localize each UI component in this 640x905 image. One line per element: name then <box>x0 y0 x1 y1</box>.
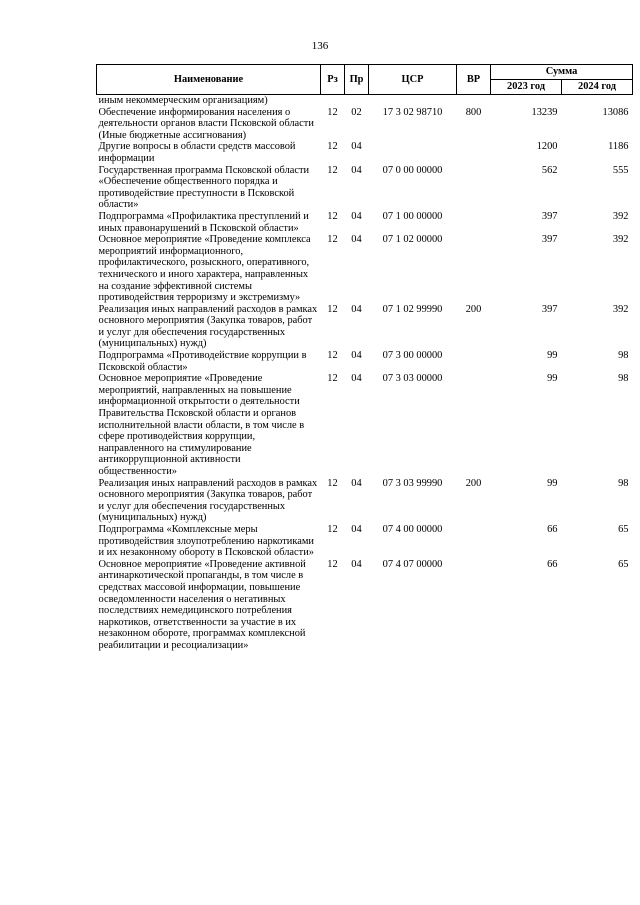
cell-2023: 66 <box>547 558 558 570</box>
cell-2023: 66 <box>547 523 558 535</box>
cell-csr: 07 1 02 00000 <box>382 234 443 246</box>
header-rz: Рз <box>321 65 345 95</box>
cell-rz: 12 <box>327 373 338 385</box>
header-2023: 2023 год <box>491 80 562 95</box>
cell-name: Государственная программа Псковской области «Обеспечение общественного порядка и противодействие преступности в Псковской области» <box>98 164 310 211</box>
cell-name: Реализация иных направлений расходов в рамках основного мероприятия (Закупка товаров, работ и услуг для обеспечения государственных (муниципальных) нужд) <box>98 477 318 524</box>
cell-name: Подпрограмма «Профилактика преступлений и иных правонарушений в Псковской области» <box>98 210 309 234</box>
cell-vr: 200 <box>465 477 482 489</box>
cell-rz: 12 <box>327 477 338 489</box>
cell-csr: 07 1 00 00000 <box>382 210 443 222</box>
cell-csr: 07 1 02 99990 <box>382 303 443 315</box>
cell-vr: 800 <box>465 106 482 118</box>
cell-name: Реализация иных направлений расходов в рамках основного мероприятия (Закупка товаров, работ и услуг для обеспечения государственных (муниципальных) нужд) <box>98 303 318 350</box>
cell-rz: 12 <box>327 141 338 153</box>
cell-csr: 17 3 02 98710 <box>382 106 443 118</box>
cell-2024: 98 <box>618 350 629 362</box>
cell-2024: 65 <box>618 523 629 535</box>
cell-2024: 13086 <box>602 106 629 118</box>
cell-2023: 99 <box>547 350 558 362</box>
table-row <box>97 234 633 304</box>
table-row <box>97 141 633 164</box>
cell-vr <box>457 350 491 373</box>
cell-2024: 65 <box>618 558 629 570</box>
header-pr: Пр <box>345 65 369 95</box>
cell-rz: 12 <box>327 210 338 222</box>
cell-csr: 07 3 00 00000 <box>382 350 443 362</box>
cell-pr: 04 <box>351 477 362 489</box>
table-header <box>97 65 633 95</box>
cell-pr <box>345 95 369 107</box>
cell-name: Подпрограмма «Комплексные меры противодействия злоупотреблению наркотиками и их незаконному обороту в Псковской области» <box>98 523 314 559</box>
cell-2024: 1186 <box>608 141 629 153</box>
cell-rz <box>321 95 345 107</box>
cell-pr: 04 <box>351 373 362 385</box>
cell-vr: 200 <box>465 303 482 315</box>
cell-2024: 98 <box>618 373 629 385</box>
cell-vr <box>457 559 491 652</box>
cell-2023: 1200 <box>536 141 558 153</box>
header-2024: 2024 год <box>562 80 633 95</box>
cell-pr: 02 <box>351 106 362 118</box>
cell-vr <box>457 211 491 234</box>
cell-2024: 98 <box>618 477 629 489</box>
table-row <box>97 478 633 524</box>
cell-vr <box>457 373 491 477</box>
cell-2023: 13239 <box>531 106 558 118</box>
header-csr: ЦСР <box>369 65 457 95</box>
cell-vr <box>457 234 491 304</box>
cell-pr: 04 <box>351 164 362 176</box>
cell-2023: 562 <box>541 164 558 176</box>
table-row <box>97 211 633 234</box>
cell-csr: 07 3 03 99990 <box>382 477 443 489</box>
cell-2023: 397 <box>541 234 558 246</box>
table-row <box>97 350 633 373</box>
cell-csr <box>369 95 457 107</box>
table-row <box>97 559 633 652</box>
cell-rz: 12 <box>327 303 338 315</box>
table-row <box>97 304 633 350</box>
cell-csr: 07 4 00 00000 <box>382 523 443 535</box>
cell-vr <box>457 95 491 107</box>
cell-pr: 04 <box>351 350 362 362</box>
header-vr: ВР <box>457 65 491 95</box>
cell-name: Основное мероприятие «Проведение активной антинаркотической пропаганды, в том числе в средствах массовой информации, повышение осведомленности населения о негативных последствиях немедицинского потребления наркотиков, ответственности за участие в их незаконном обороте, программах комплексной реабилитации и ресоциализации» <box>98 558 306 651</box>
cell-2023: 99 <box>547 477 558 489</box>
header-sum: Сумма <box>491 65 633 80</box>
cell-2023: 397 <box>541 210 558 222</box>
cell-2023: 99 <box>547 373 558 385</box>
budget-table <box>96 64 633 652</box>
cell-name: иным некоммерческим организациям) <box>98 95 268 106</box>
cell-vr <box>457 141 491 164</box>
cell-name: Основное мероприятие «Проведение мероприятий, направленных на повышение информационной открытости о деятельности Правительства Псковской области и органов исполнительной власти области, в том числе в сфере противодействия коррупции, направленного на стимулирование антикоррупционной активности общественности» <box>98 373 305 477</box>
cell-vr <box>457 524 491 559</box>
cell-pr: 04 <box>351 210 362 222</box>
table-row <box>97 95 633 107</box>
cell-vr <box>457 165 491 211</box>
cell-2024 <box>562 95 633 107</box>
table-row <box>97 165 633 211</box>
cell-pr: 04 <box>351 303 362 315</box>
cell-name: Другие вопросы в области средств массовой информации <box>98 141 296 164</box>
cell-2024: 392 <box>612 234 629 246</box>
table-body <box>97 95 633 652</box>
cell-pr: 04 <box>351 558 362 570</box>
cell-2024: 392 <box>612 303 629 315</box>
cell-pr: 04 <box>351 141 362 153</box>
cell-name: Основное мероприятие «Проведение комплекса мероприятий информационного, профилактического, розыскного, оперативного, технического и иного характера, направленных на создание эффективной системы противодействия терроризму и экстремизму» <box>98 234 311 304</box>
cell-2023 <box>491 95 562 107</box>
cell-rz: 12 <box>327 558 338 570</box>
cell-rz: 12 <box>327 350 338 362</box>
cell-rz: 12 <box>327 234 338 246</box>
cell-csr <box>369 141 457 164</box>
cell-name: Обеспечение информирования населения о деятельности органов власти Псковской области (Иные бюджетные ассигнования) <box>98 106 314 141</box>
cell-rz: 12 <box>327 106 338 118</box>
cell-pr: 04 <box>351 234 362 246</box>
cell-rz: 12 <box>327 523 338 535</box>
cell-csr: 07 0 00 00000 <box>382 164 443 176</box>
page-number: 136 <box>311 40 329 52</box>
table-row <box>97 373 633 477</box>
cell-2024: 392 <box>612 210 629 222</box>
cell-2023: 397 <box>541 303 558 315</box>
table-row <box>97 107 633 142</box>
cell-csr: 07 3 03 00000 <box>382 373 443 385</box>
cell-name: Подпрограмма «Противодействие коррупции в Псковской области» <box>98 350 307 373</box>
cell-2024: 555 <box>612 164 629 176</box>
header-name: Наименование <box>97 65 321 95</box>
cell-csr: 07 4 07 00000 <box>382 558 443 570</box>
table-row <box>97 524 633 559</box>
cell-rz: 12 <box>327 164 338 176</box>
cell-pr: 04 <box>351 523 362 535</box>
